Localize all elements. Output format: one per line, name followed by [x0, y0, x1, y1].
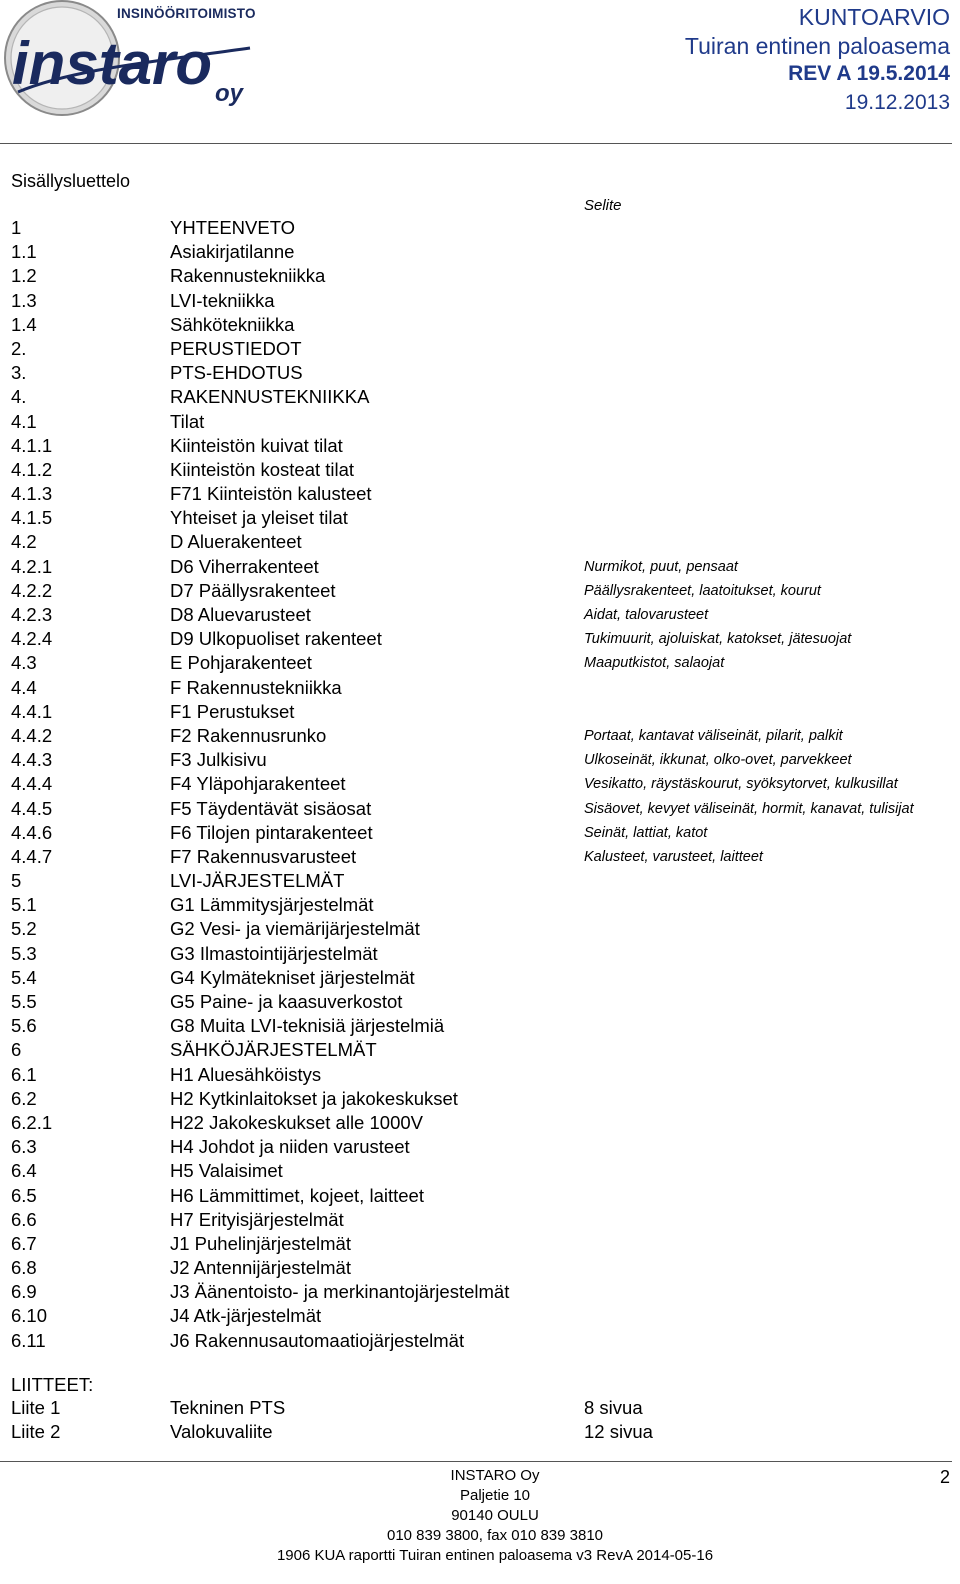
- toc-entry-description: Vesikatto, räystäskourut, syöksytorvet, kulkusillat: [584, 776, 898, 793]
- toc-row: [11, 1014, 951, 1038]
- toc-number: 4.3: [11, 652, 37, 674]
- toc-number: 3.: [11, 362, 27, 384]
- toc-number: 5.6: [11, 1015, 37, 1037]
- toc-number: 5: [11, 870, 22, 892]
- toc-entry-title: H1 Aluesähköistys: [170, 1063, 322, 1085]
- attachment-pages: 12 sivua: [584, 1421, 653, 1442]
- toc-number: 4.4.7: [11, 845, 53, 867]
- toc-row: [11, 651, 951, 675]
- toc-entry-title: H22 Jakokeskukset alle 1000V: [170, 1111, 423, 1133]
- toc-row: [11, 579, 951, 603]
- toc-entry-description: Portaat, kantavat väliseinät, pilarit, palkit: [584, 727, 843, 744]
- toc-entry-title: D8 Aluevarusteet: [170, 604, 311, 625]
- toc-number: 6.1: [11, 1063, 37, 1085]
- toc-row: [11, 410, 951, 434]
- attachment-title: Tekninen PTS: [170, 1397, 286, 1418]
- attachment-row: [11, 1396, 711, 1420]
- toc-entry-title: D Aluerakenteet: [170, 531, 302, 553]
- toc-row: [11, 1087, 951, 1111]
- toc-entry-title: LVI-JÄRJESTELMÄT: [170, 870, 345, 892]
- toc-number: 4.4.6: [11, 821, 53, 843]
- toc-row: [11, 313, 951, 337]
- toc-number: 4.4.4: [11, 773, 53, 795]
- footer-divider: [0, 1461, 952, 1462]
- toc-entry-title: D9 Ulkopuoliset rakenteet: [170, 628, 382, 650]
- attachment-name: Liite 2: [11, 1421, 61, 1442]
- toc-row: [11, 676, 951, 700]
- toc-entry-title: PERUSTIEDOT: [170, 337, 302, 359]
- doc-date: 19.12.2013: [844, 91, 950, 114]
- toc-entry-title: J3 Äänentoisto- ja merkinantojärjestelmät: [170, 1281, 510, 1303]
- toc-number: 6.2.1: [11, 1111, 53, 1133]
- toc-entry-description: Päällysrakenteet, laatoitukset, kourut: [584, 582, 821, 599]
- toc-number: 6: [11, 1039, 22, 1061]
- toc-number: 5.4: [11, 966, 37, 988]
- footer-file: 1906 KUA raportti Tuiran entinen paloasema v3 RevA 2014-05-16: [276, 1547, 714, 1564]
- toc-number: 5.5: [11, 991, 37, 1012]
- toc-number: 6.9: [11, 1281, 37, 1303]
- toc-row: [11, 724, 951, 748]
- toc-number: 6.6: [11, 1208, 37, 1230]
- toc-row: [11, 1329, 951, 1353]
- toc-number: 4.1.1: [11, 434, 53, 456]
- toc-entry-title: Tilat: [170, 410, 205, 432]
- toc-entry-title: F4 Yläpohjarakenteet: [170, 773, 346, 795]
- toc-row: [11, 917, 951, 941]
- toc-row: [11, 748, 951, 772]
- toc-row: [11, 1184, 951, 1208]
- toc-number: 2.: [11, 337, 27, 359]
- toc-entry-description: Ulkoseinät, ikkunat, olko-ovet, parvekkeet: [584, 752, 852, 769]
- toc-entry-title: F2 Rakennusrunko: [170, 724, 327, 746]
- toc-entry-title: J2 Antennijärjestelmät: [170, 1257, 351, 1279]
- toc-number: 6.5: [11, 1184, 37, 1206]
- toc-entry-title: H5 Valaisimet: [170, 1160, 283, 1182]
- toc-number: 4.2.3: [11, 604, 53, 625]
- toc-entry-description: Aidat, talovarusteet: [584, 607, 709, 623]
- attachment-pages: 8 sivua: [584, 1397, 643, 1418]
- toc-number: 4.1.3: [11, 483, 53, 505]
- toc-entry-title: F71 Kiinteistön kalusteet: [170, 483, 372, 505]
- toc-row: [11, 216, 951, 240]
- toc-number: 1.3: [11, 289, 37, 311]
- toc-number: 1.4: [11, 313, 37, 335]
- footer-street: Paljetie 10: [459, 1487, 531, 1504]
- toc-number: 5.3: [11, 942, 37, 964]
- company-label: INSINÖÖRITOIMISTO: [117, 6, 256, 21]
- footer-postal: 90140 OULU: [451, 1507, 539, 1524]
- toc-entry-title: F3 Julkisivu: [170, 749, 267, 771]
- toc-entry-title: Kiinteistön kosteat tilat: [170, 458, 355, 480]
- toc-number: 5.1: [11, 894, 37, 916]
- toc-entry-title: G4 Kylmätekniset järjestelmät: [170, 966, 415, 988]
- footer-company: INSTARO Oy: [450, 1467, 540, 1484]
- toc-number: 4.4.3: [11, 749, 53, 771]
- toc-entry-title: G1 Lämmitysjärjestelmät: [170, 894, 374, 916]
- building-name: Tuiran entinen paloasema: [684, 33, 950, 59]
- toc-entry-description: Tukimuurit, ajoluiskat, katokset, jätesuojat: [584, 631, 852, 648]
- toc-entry-title: J4 Atk-järjestelmät: [170, 1305, 322, 1327]
- toc-entry-title: J1 Puhelinjärjestelmät: [170, 1232, 351, 1254]
- toc-row: [11, 264, 951, 288]
- toc-row: [11, 1280, 951, 1304]
- toc-row: [11, 1135, 951, 1159]
- toc-row: [11, 772, 951, 796]
- toc-number: 6.8: [11, 1257, 37, 1279]
- toc-entry-title: H2 Kytkinlaitokset ja jakokeskukset: [170, 1087, 458, 1109]
- toc-entry-title: Kiinteistön kuivat tilat: [170, 434, 343, 456]
- toc-entry-title: SÄHKÖJÄRJESTELMÄT: [170, 1039, 377, 1061]
- toc-number: 6.7: [11, 1232, 37, 1254]
- attachment-title: Valokuvaliite: [170, 1421, 273, 1442]
- toc-number: 4.4.1: [11, 700, 53, 722]
- toc-row: [11, 1208, 951, 1232]
- doc-type: KUNTOARVIO: [798, 4, 950, 30]
- toc-entry-description: Nurmikot, puut, pensaat: [584, 558, 738, 575]
- toc-entry-title: F5 Täydentävät sisäosat: [170, 797, 372, 819]
- toc-row: [11, 240, 951, 264]
- toc-number: 6.2: [11, 1087, 37, 1109]
- toc-row: [11, 869, 951, 893]
- toc-number: 4.4.5: [11, 797, 53, 819]
- toc-row: [11, 990, 951, 1014]
- toc-row: [11, 1256, 951, 1280]
- toc-entry-description: Sisäovet, kevyet väliseinät, hormit, kanavat, tulisijat: [584, 800, 914, 817]
- toc-entry-title: RAKENNUSTEKNIIKKA: [170, 386, 370, 408]
- toc-row: [11, 1304, 951, 1328]
- toc-row: [11, 361, 951, 385]
- attachment-row: [11, 1420, 711, 1444]
- toc-number: 4.1.2: [11, 458, 53, 480]
- toc-number: 4.2.2: [11, 579, 53, 601]
- toc-row: [11, 700, 951, 724]
- toc-entry-description: Kalusteet, varusteet, laitteet: [584, 848, 763, 865]
- toc-row: [11, 627, 951, 651]
- toc-entry-title: F1 Perustukset: [170, 700, 295, 722]
- attachments-title: LIITTEET:: [11, 1374, 94, 1395]
- toc-number: 1.1: [11, 241, 37, 263]
- toc-entry-title: Yhteiset ja yleiset tilat: [170, 507, 348, 529]
- logo-suffix: oy: [215, 80, 244, 107]
- footer: [0, 1466, 960, 1566]
- toc-number: 1: [11, 217, 22, 238]
- toc-number: 4.4.2: [11, 724, 53, 746]
- toc-entry-title: PTS-EHDOTUS: [170, 362, 303, 384]
- toc-entry-title: G3 Ilmastointijärjestelmät: [170, 942, 378, 964]
- toc-entry-description: Seinät, lattiat, katot: [584, 824, 708, 841]
- toc-row: [11, 506, 951, 530]
- logo-wordmark: instaro: [12, 30, 213, 97]
- toc-row: [11, 1232, 951, 1256]
- toc-number: 6.10: [11, 1305, 48, 1327]
- toc-entry-title: J6 Rakennusautomaatiojärjestelmät: [170, 1329, 465, 1351]
- toc-entry-title: D7 Päällysrakenteet: [170, 579, 336, 601]
- toc-list: [11, 216, 951, 1353]
- toc-number: 5.2: [11, 918, 37, 940]
- toc-entry-title: G8 Muita LVI-teknisiä järjestelmiä: [170, 1015, 445, 1037]
- toc-row: [11, 845, 951, 869]
- header-divider: [0, 143, 952, 144]
- toc-entry-title: Rakennustekniikka: [170, 265, 326, 287]
- toc-entry-title: H6 Lämmittimet, kojeet, laitteet: [170, 1184, 424, 1206]
- toc-row: [11, 482, 951, 506]
- toc-row: [11, 893, 951, 917]
- toc-entry-title: F Rakennustekniikka: [170, 676, 342, 698]
- toc-row: [11, 289, 951, 313]
- page-number: 2: [939, 1467, 950, 1487]
- toc-number: 4.4: [11, 676, 37, 698]
- toc-entry-title: D6 Viherrakenteet: [170, 555, 319, 577]
- company-logo: [0, 0, 265, 120]
- toc-entry-title: Sähkötekniikka: [170, 313, 295, 335]
- toc-title: Sisällysluettelo: [11, 171, 131, 191]
- toc-row: [11, 1063, 951, 1087]
- toc-entry-title: H7 Erityisjärjestelmät: [170, 1208, 344, 1230]
- toc-entry-title: F6 Tilojen pintarakenteet: [170, 821, 373, 843]
- toc-row: [11, 1159, 951, 1183]
- toc-row: [11, 337, 951, 361]
- toc-row: [11, 555, 951, 579]
- toc-number: 6.11: [11, 1329, 46, 1351]
- toc-entry-title: H4 Johdot ja niiden varusteet: [170, 1136, 410, 1158]
- toc-number: 4.1: [11, 410, 37, 432]
- toc-row: [11, 458, 951, 482]
- toc-entry-title: E Pohjarakenteet: [170, 652, 312, 674]
- toc-entry-title: YHTEENVETO: [170, 217, 296, 238]
- description-header: Selite: [584, 197, 622, 214]
- toc-number: 4.2: [11, 531, 37, 553]
- toc-row: [11, 385, 951, 409]
- toc-entry-title: G2 Vesi- ja viemärijärjestelmät: [170, 918, 420, 940]
- toc-number: 1.2: [11, 265, 37, 287]
- toc-number: 4.: [11, 386, 27, 408]
- toc-entry-title: LVI-tekniikka: [170, 289, 275, 311]
- toc-row: [11, 434, 951, 458]
- toc-entry-title: G5 Paine- ja kaasuverkostot: [170, 991, 403, 1012]
- revision: REV A 19.5.2014: [788, 62, 950, 85]
- toc-entry-title: F7 Rakennusvarusteet: [170, 845, 357, 867]
- toc-row: [11, 530, 951, 554]
- toc-row: [11, 821, 951, 845]
- toc-row: [11, 966, 951, 990]
- toc-number: 4.1.5: [11, 507, 53, 529]
- toc-number: 6.4: [11, 1160, 37, 1182]
- attachment-name: Liite 1: [11, 1397, 61, 1418]
- toc-row: [11, 942, 951, 966]
- toc-row: [11, 603, 951, 627]
- toc-row: [11, 1111, 951, 1135]
- toc-row: [11, 797, 951, 821]
- toc-number: 4.2.1: [11, 555, 53, 577]
- toc-entry-title: Asiakirjatilanne: [170, 241, 295, 263]
- toc-number: 4.2.4: [11, 628, 53, 650]
- footer-phone: 010 839 3800, fax 010 839 3810: [386, 1527, 604, 1544]
- toc-row: [11, 1038, 951, 1062]
- toc-entry-description: Maaputkistot, salaojat: [584, 655, 725, 672]
- toc-number: 6.3: [11, 1136, 37, 1158]
